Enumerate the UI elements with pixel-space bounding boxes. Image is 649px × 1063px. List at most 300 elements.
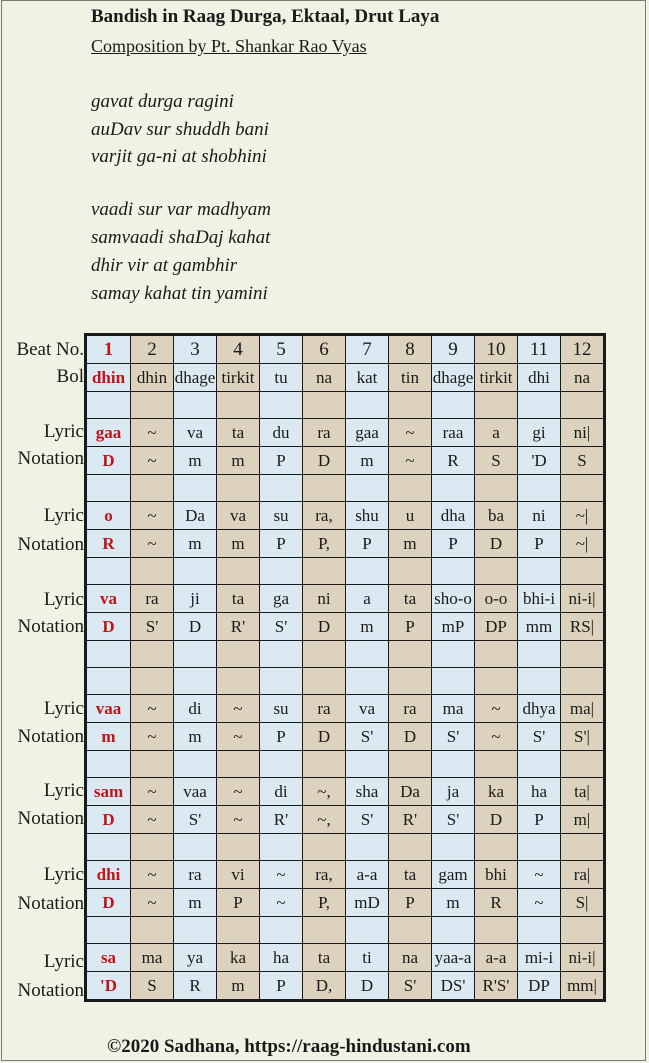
notation-row-cell: D [475, 530, 518, 558]
spacer-cell [303, 392, 346, 419]
lyric-row [87, 585, 604, 613]
notation-row-cell: ~ [217, 806, 260, 834]
notation-row-cell: m [217, 972, 260, 1000]
lyric-row-cell: ni-i| [561, 944, 604, 972]
spacer-cell [260, 641, 303, 668]
spacer-cell [389, 641, 432, 668]
notation-row-cell: mD [346, 889, 389, 917]
notation-row-cell: D [303, 447, 346, 475]
notation-row-cell: m [174, 889, 217, 917]
row-label-notation: Notation [17, 534, 84, 555]
lyric-row-cell: ~ [131, 419, 174, 447]
lyric-row-cell: ka [475, 778, 518, 806]
spacer-cell [475, 751, 518, 778]
spacer-cell [303, 558, 346, 585]
spacer-cell [475, 475, 518, 502]
lyric-row-cell: ~ [131, 778, 174, 806]
lyric-row-cell: ta [389, 585, 432, 613]
bol-row-cell: na [561, 364, 604, 392]
spacer-cell [131, 392, 174, 419]
bol-row-cell: dhin [131, 364, 174, 392]
notation-row-cell: DP [475, 613, 518, 641]
spacer-cell [131, 668, 174, 695]
notation-row-cell: D [87, 447, 131, 475]
notation-row-cell: 'D [518, 447, 561, 475]
lyric-row-cell: dha [432, 502, 475, 530]
lyric-row-cell: ta [217, 585, 260, 613]
notation-row-cell: R [432, 447, 475, 475]
notation-row-cell: m [217, 447, 260, 475]
lyric-row-cell: ga [260, 585, 303, 613]
row-label-notation: Notation [17, 448, 84, 469]
lyric-row-cell: a [475, 419, 518, 447]
lyric-row-cell: ~ [217, 695, 260, 723]
notation-row-cell: P [518, 806, 561, 834]
row-label-notation: Notation [17, 980, 84, 1001]
lyric-row-cell: bhi-i [518, 585, 561, 613]
spacer-cell [303, 917, 346, 944]
spacer-row [87, 558, 604, 585]
row-label-lyric: Lyric [43, 505, 84, 526]
lyric-row-cell: ni [518, 502, 561, 530]
spacer-cell [389, 392, 432, 419]
notation-row-cell: R' [260, 806, 303, 834]
spacer-cell [87, 558, 131, 585]
poem-line: gavat durga ragini [91, 91, 234, 112]
spacer-row [87, 641, 604, 668]
lyric-row-cell: ra| [561, 861, 604, 889]
lyric-row-cell: ka [217, 944, 260, 972]
lyric-row-cell: Da [389, 778, 432, 806]
spacer-row [87, 475, 604, 502]
notation-row-cell: m [346, 447, 389, 475]
notation-row-cell: ~ [131, 447, 174, 475]
lyric-row-cell: ra [303, 695, 346, 723]
notation-row-cell: P [432, 530, 475, 558]
spacer-cell [174, 917, 217, 944]
notation-row-cell: S' [260, 613, 303, 641]
row-label-lyric: Lyric [43, 864, 84, 885]
lyric-row-cell: ra, [303, 502, 346, 530]
notation-row-cell: P [260, 447, 303, 475]
spacer-cell [260, 475, 303, 502]
lyric-row-cell: na [389, 944, 432, 972]
bol-row-cell: kat [346, 364, 389, 392]
notation-row-cell: D [174, 613, 217, 641]
lyric-row-cell: ni [303, 585, 346, 613]
spacer-cell [518, 834, 561, 861]
beat-row-cell: 7 [346, 336, 389, 364]
notation-row-cell: R [87, 530, 131, 558]
notation-row-cell: m [217, 530, 260, 558]
spacer-cell [131, 834, 174, 861]
lyric-row-cell: ta [217, 419, 260, 447]
notation-row-cell: P, [303, 530, 346, 558]
lyric-row [87, 778, 604, 806]
lyric-row-cell: dhi [87, 861, 131, 889]
notation-row-cell: P [217, 889, 260, 917]
bol-row-cell: dhin [87, 364, 131, 392]
notation-row-cell: P [260, 530, 303, 558]
lyric-row-cell: ~ [217, 778, 260, 806]
spacer-row [87, 392, 604, 419]
spacer-cell [475, 641, 518, 668]
lyric-row-cell: ~ [131, 502, 174, 530]
bol-row-cell: tin [389, 364, 432, 392]
spacer-cell [518, 641, 561, 668]
lyric-row-cell: ra, [303, 861, 346, 889]
lyric-row-cell: va [87, 585, 131, 613]
spacer-cell [475, 834, 518, 861]
notation-row-cell: S| [561, 889, 604, 917]
notation-row [87, 889, 604, 917]
notation-row-cell: S' [389, 972, 432, 1000]
spacer-row [87, 751, 604, 778]
notation-row-cell: S' [174, 806, 217, 834]
spacer-cell [131, 917, 174, 944]
spacer-cell [475, 668, 518, 695]
notation-row-cell: ~ [131, 723, 174, 751]
row-label-bol: Bol [56, 366, 84, 387]
beat-row-cell: 11 [518, 336, 561, 364]
notation-row-cell: ~ [518, 889, 561, 917]
lyric-row-cell: sha [346, 778, 389, 806]
lyric-row [87, 695, 604, 723]
spacer-cell [561, 641, 604, 668]
notation-row-cell: ~ [131, 530, 174, 558]
lyric-row-cell: di [260, 778, 303, 806]
notation-row-cell: S [475, 447, 518, 475]
notation-row-cell: P, [303, 889, 346, 917]
spacer-cell [174, 834, 217, 861]
spacer-cell [389, 917, 432, 944]
notation-row-cell: DP [518, 972, 561, 1000]
spacer-cell [87, 917, 131, 944]
lyric-row-cell: ni| [561, 419, 604, 447]
lyric-row [87, 861, 604, 889]
notation-row-cell: D [303, 723, 346, 751]
spacer-cell [432, 834, 475, 861]
spacer-cell [518, 475, 561, 502]
spacer-cell [432, 751, 475, 778]
beat-row-cell: 2 [131, 336, 174, 364]
notation-row-cell: m [389, 530, 432, 558]
lyric-row-cell: ra [131, 585, 174, 613]
spacer-cell [432, 475, 475, 502]
lyric-row-cell: dhya [518, 695, 561, 723]
lyric-row-cell: du [260, 419, 303, 447]
spacer-cell [432, 558, 475, 585]
notation-row-cell: ~ [389, 447, 432, 475]
spacer-cell [217, 475, 260, 502]
lyric-row-cell: ~| [561, 502, 604, 530]
row-label-lyric: Lyric [43, 589, 84, 610]
lyric-row-cell: vaa [174, 778, 217, 806]
spacer-cell [389, 475, 432, 502]
notation-row-cell: m [174, 530, 217, 558]
copyright-footer: ©2020 Sadhana, https://raag-hindustani.com [107, 1036, 471, 1057]
spacer-cell [303, 641, 346, 668]
notation-row-cell: R'S' [475, 972, 518, 1000]
lyric-row-cell: bhi [475, 861, 518, 889]
bol-row-cell: dhage [174, 364, 217, 392]
lyric-row-cell: ta [303, 944, 346, 972]
spacer-cell [518, 751, 561, 778]
spacer-cell [87, 641, 131, 668]
spacer-cell [87, 392, 131, 419]
poem-line: samay kahat tin yamini [91, 283, 268, 304]
spacer-cell [346, 558, 389, 585]
spacer-cell [561, 751, 604, 778]
spacer-cell [389, 751, 432, 778]
notation-row-cell: 'D [87, 972, 131, 1000]
spacer-cell [131, 751, 174, 778]
lyric-row-cell: gaa [346, 419, 389, 447]
notation-row-cell: D [87, 806, 131, 834]
notation-row-cell: m [174, 723, 217, 751]
lyric-row-cell: ji [174, 585, 217, 613]
lyric-row-cell: ja [432, 778, 475, 806]
notation-row-cell: R' [217, 613, 260, 641]
spacer-cell [174, 641, 217, 668]
lyric-row-cell: gam [432, 861, 475, 889]
lyric-row-cell: ra [174, 861, 217, 889]
lyric-row-cell: ma [131, 944, 174, 972]
lyric-row-cell: ba [475, 502, 518, 530]
spacer-cell [217, 392, 260, 419]
notation-row-cell: m| [561, 806, 604, 834]
lyric-row-cell: ~ [131, 695, 174, 723]
bol-row-cell: tu [260, 364, 303, 392]
notation-row [87, 447, 604, 475]
notation-row-cell: m [87, 723, 131, 751]
lyric-row-cell: ~ [131, 861, 174, 889]
spacer-cell [561, 392, 604, 419]
lyric-row [87, 944, 604, 972]
beat-row-cell: 5 [260, 336, 303, 364]
beat-row [87, 336, 604, 364]
notation-row-cell: mm [518, 613, 561, 641]
poem-line: auDav sur shuddh bani [91, 119, 269, 140]
spacer-cell [475, 558, 518, 585]
spacer-cell [217, 751, 260, 778]
notation-row [87, 806, 604, 834]
row-label-notation: Notation [17, 893, 84, 914]
lyric-row-cell: mi-i [518, 944, 561, 972]
beat-row-cell: 12 [561, 336, 604, 364]
lyric-row-cell: o-o [475, 585, 518, 613]
row-label-notation: Notation [17, 726, 84, 747]
spacer-cell [518, 392, 561, 419]
notation-row-cell: RS| [561, 613, 604, 641]
row-label-lyric: Lyric [43, 780, 84, 801]
spacer-cell [518, 558, 561, 585]
spacer-cell [561, 558, 604, 585]
spacer-cell [217, 558, 260, 585]
notation-row-cell: ~ [131, 806, 174, 834]
spacer-cell [475, 917, 518, 944]
spacer-cell [346, 668, 389, 695]
notation-row-cell: ~| [561, 530, 604, 558]
bol-row [87, 364, 604, 392]
spacer-cell [217, 668, 260, 695]
lyric-row-cell: a-a [475, 944, 518, 972]
spacer-cell [174, 668, 217, 695]
spacer-cell [303, 834, 346, 861]
lyric-row-cell: va [346, 695, 389, 723]
poem-line: samvaadi shaDaj kahat [91, 227, 271, 248]
notation-row-cell: m [174, 447, 217, 475]
spacer-cell [260, 917, 303, 944]
notation-row-cell: D [87, 889, 131, 917]
notation-row-cell: S' [346, 723, 389, 751]
spacer-cell [561, 917, 604, 944]
spacer-cell [131, 641, 174, 668]
lyric-row-cell: u [389, 502, 432, 530]
spacer-cell [561, 668, 604, 695]
row-label-lyric: Lyric [43, 421, 84, 442]
lyric-row-cell: sa [87, 944, 131, 972]
notation-row-cell: S' [432, 806, 475, 834]
notation-row-cell: P [518, 530, 561, 558]
row-label-lyric: Lyric [43, 951, 84, 972]
spacer-cell [346, 834, 389, 861]
lyric-row-cell: ha [518, 778, 561, 806]
spacer-cell [260, 751, 303, 778]
bol-row-cell: tirkit [475, 364, 518, 392]
spacer-cell [217, 641, 260, 668]
row-label-notation: Notation [17, 808, 84, 829]
spacer-cell [174, 475, 217, 502]
notation-row [87, 613, 604, 641]
lyric-row-cell: ~ [389, 419, 432, 447]
lyric-row-cell: ma| [561, 695, 604, 723]
notation-row-cell: S' [131, 613, 174, 641]
notation-row-cell: R' [389, 806, 432, 834]
lyric-row-cell: ra [303, 419, 346, 447]
lyric-row-cell: ni-i| [561, 585, 604, 613]
spacer-cell [432, 668, 475, 695]
spacer-cell [389, 668, 432, 695]
lyric-row-cell: vi [217, 861, 260, 889]
spacer-cell [87, 751, 131, 778]
spacer-row [87, 917, 604, 944]
row-label-beat: Beat No. [16, 339, 84, 360]
poem-line: dhir vir at gambhir [91, 255, 238, 276]
spacer-cell [87, 834, 131, 861]
notation-row-cell: P [260, 723, 303, 751]
spacer-cell [346, 751, 389, 778]
lyric-row-cell: raa [432, 419, 475, 447]
notation-row-cell: D [303, 613, 346, 641]
lyric-row-cell: su [260, 502, 303, 530]
lyric-row-cell: di [174, 695, 217, 723]
lyric-row-cell: a [346, 585, 389, 613]
spacer-cell [87, 475, 131, 502]
spacer-cell [303, 475, 346, 502]
lyric-row-cell: va [217, 502, 260, 530]
notation-row-cell: R [475, 889, 518, 917]
lyric-row-cell: a-a [346, 861, 389, 889]
spacer-cell [174, 558, 217, 585]
spacer-cell [346, 475, 389, 502]
page-title: Bandish in Raag Durga, Ektaal, Drut Laya [91, 6, 440, 27]
spacer-cell [131, 475, 174, 502]
notation-row-cell: D [346, 972, 389, 1000]
lyric-row-cell: ti [346, 944, 389, 972]
lyric-row-cell: o [87, 502, 131, 530]
bol-row-cell: tirkit [217, 364, 260, 392]
spacer-row [87, 834, 604, 861]
notation-row-cell: mP [432, 613, 475, 641]
lyric-row-cell: ma [432, 695, 475, 723]
spacer-cell [432, 392, 475, 419]
row-label-lyric: Lyric [43, 698, 84, 719]
notation-row-cell: ~, [303, 806, 346, 834]
spacer-cell [260, 392, 303, 419]
lyric-row-cell: ~, [303, 778, 346, 806]
lyric-row-cell: vaa [87, 695, 131, 723]
beat-row-cell: 4 [217, 336, 260, 364]
lyric-row [87, 419, 604, 447]
poem-line: varjit ga-ni at shobhini [91, 146, 267, 167]
lyric-row-cell: ~ [260, 861, 303, 889]
notation-row-cell: mm| [561, 972, 604, 1000]
spacer-cell [518, 917, 561, 944]
beat-row-cell: 8 [389, 336, 432, 364]
notation-row-cell: P [389, 613, 432, 641]
notation-row-cell: D [475, 806, 518, 834]
notation-row [87, 723, 604, 751]
bandish-table [86, 335, 604, 1000]
lyric-row [87, 502, 604, 530]
lyric-row-cell: ra [389, 695, 432, 723]
spacer-cell [260, 558, 303, 585]
spacer-cell [131, 558, 174, 585]
spacer-cell [303, 668, 346, 695]
notation-row-cell: S [131, 972, 174, 1000]
spacer-cell [217, 834, 260, 861]
lyric-row-cell: su [260, 695, 303, 723]
lyric-row-cell: shu [346, 502, 389, 530]
poem-line: vaadi sur var madhyam [91, 199, 271, 220]
notation-row-cell: DS' [432, 972, 475, 1000]
notation-row [87, 530, 604, 558]
notation-row-cell: ~ [131, 889, 174, 917]
spacer-cell [561, 475, 604, 502]
spacer-cell [346, 641, 389, 668]
spacer-cell [432, 917, 475, 944]
lyric-row-cell: ha [260, 944, 303, 972]
notation-row-cell: m [432, 889, 475, 917]
notation-row-cell: S'| [561, 723, 604, 751]
beat-row-cell: 3 [174, 336, 217, 364]
spacer-cell [389, 558, 432, 585]
notation-row-cell: R [174, 972, 217, 1000]
lyric-row-cell: gaa [87, 419, 131, 447]
lyric-row-cell: Da [174, 502, 217, 530]
lyric-row-cell: ya [174, 944, 217, 972]
notation-row-cell: S' [346, 806, 389, 834]
spacer-cell [174, 392, 217, 419]
lyric-row-cell: sho-o [432, 585, 475, 613]
lyric-row-cell: ta [389, 861, 432, 889]
notation-row-cell: P [346, 530, 389, 558]
notation-row [87, 972, 604, 1000]
notation-row-cell: P [389, 889, 432, 917]
spacer-cell [346, 392, 389, 419]
spacer-cell [389, 834, 432, 861]
